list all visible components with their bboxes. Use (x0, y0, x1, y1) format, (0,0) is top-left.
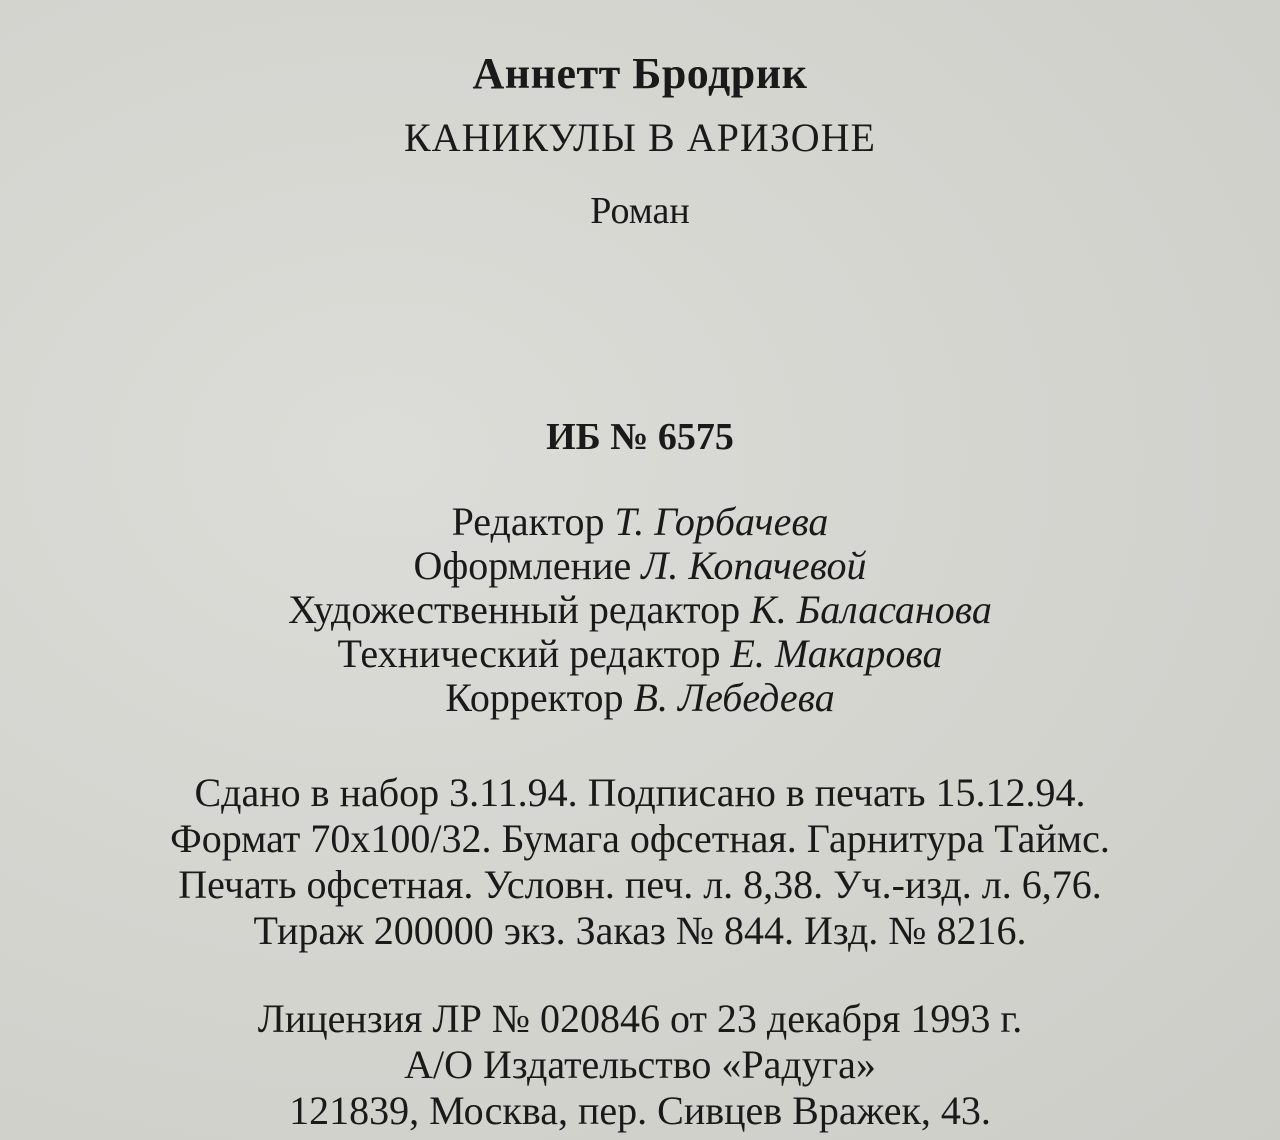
credit-role: Оформление (413, 543, 632, 588)
license-line: Лицензия ЛР № 020846 от 23 декабря 1993 г. (257, 996, 1023, 1041)
imprint-line: Сдано в набор 3.11.94. Подписано в печать 15.12.94. (194, 770, 1086, 815)
credit-person: Е. Макарова (730, 631, 943, 676)
credit-role: Художественный редактор (288, 587, 741, 632)
credit-editor (0, 500, 1280, 544)
imprint-line: Формат 70x100/32. Бумага офсетная. Гарнитура Таймс. (170, 816, 1110, 861)
printing-details (0, 770, 1280, 954)
credit-tech-editor (0, 632, 1280, 676)
credit-proofreader (0, 676, 1280, 720)
credit-role: Корректор (445, 675, 624, 720)
credit-art-editor (0, 588, 1280, 632)
publisher-address: 121839, Москва, пер. Сивцев Вражек, 43. (289, 1088, 991, 1133)
imprint-line: Тираж 200000 экз. Заказ № 844. Изд. № 8216. (253, 908, 1027, 953)
ib-number: ИБ № 6575 (546, 416, 734, 458)
credit-person: Л. Копачевой (641, 543, 867, 588)
credit-role: Редактор (451, 499, 605, 544)
book-title: КАНИКУЛЫ В АРИЗОНЕ (404, 115, 876, 160)
credit-person: Т. Горбачева (614, 499, 829, 544)
book-genre: Роман (590, 190, 690, 232)
author-name: Аннетт Бродрик (472, 49, 808, 98)
credit-design (0, 544, 1280, 588)
credit-role: Технический редактор (337, 631, 721, 676)
publisher-name: А/О Издательство «Радуга» (404, 1042, 876, 1087)
publisher-block (0, 996, 1280, 1134)
credits-block (0, 500, 1280, 720)
credit-person: В. Лебедева (633, 675, 835, 720)
imprint-line: Печать офсетная. Условн. печ. л. 8,38. Уч.-изд. л. 6,76. (178, 862, 1102, 907)
credit-person: К. Баласанова (750, 587, 992, 632)
